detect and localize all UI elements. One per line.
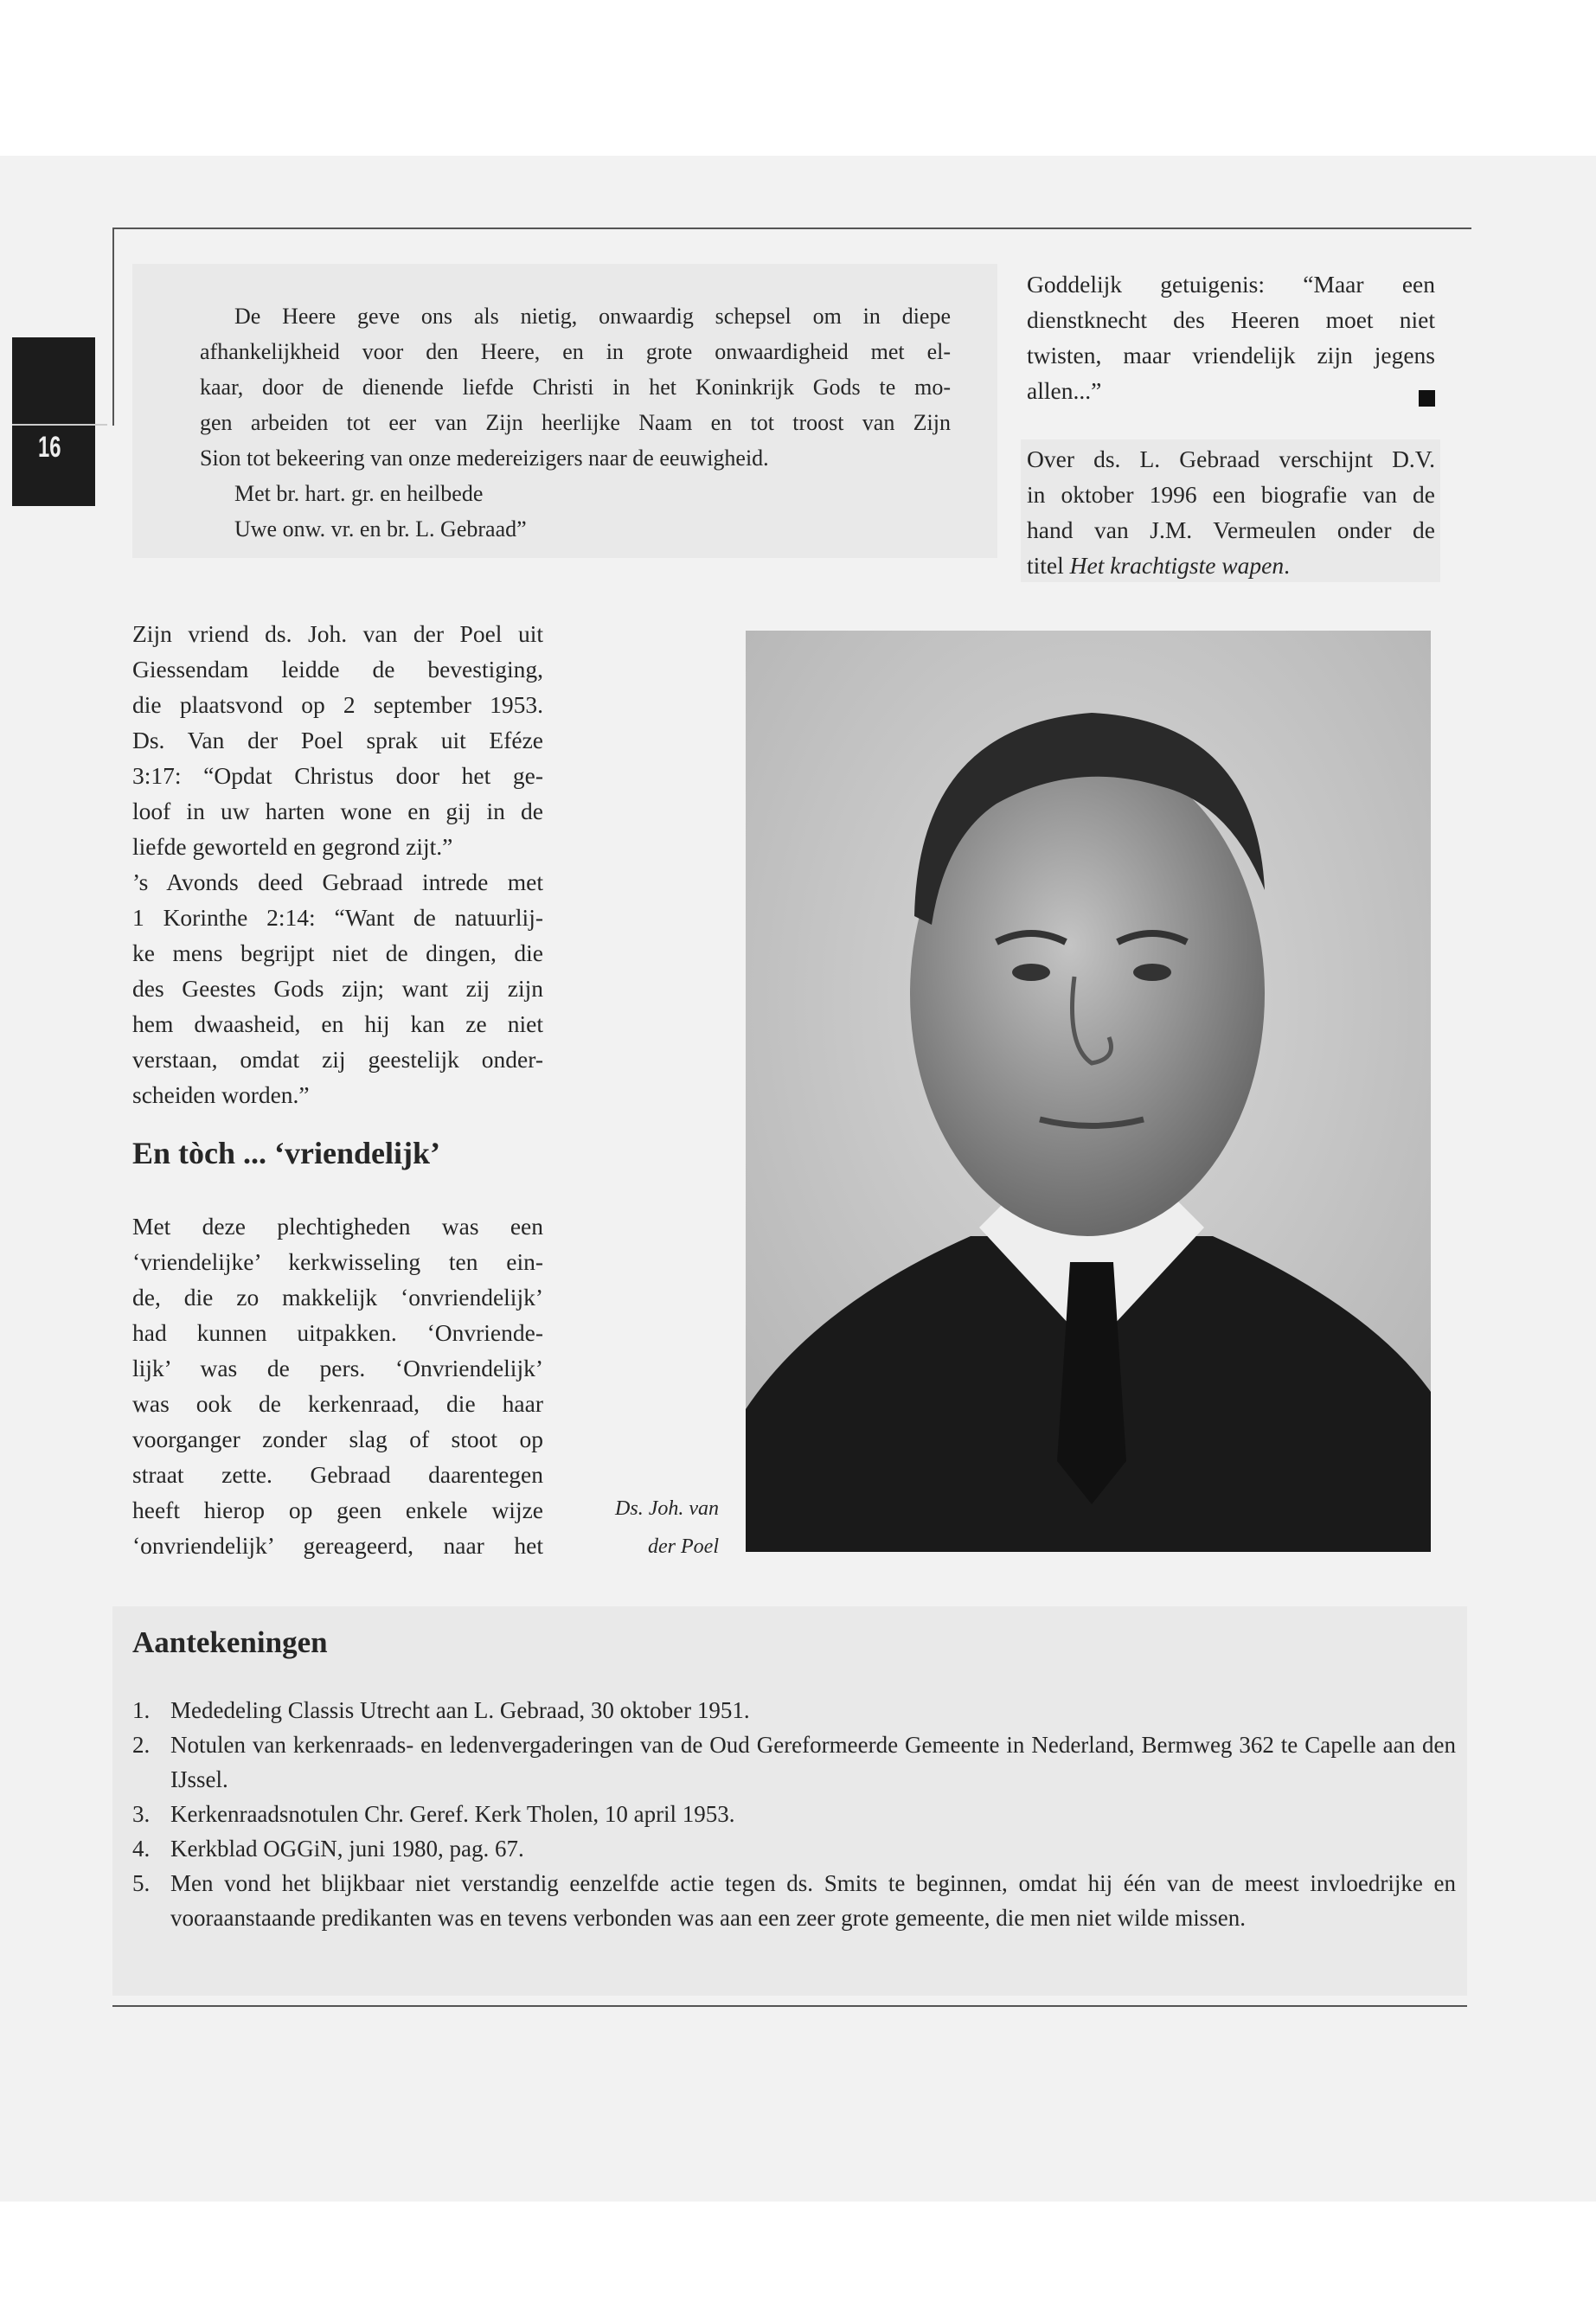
text-line: twisten, maar vriendelijk zijn jegens	[1027, 342, 1435, 369]
note-number: 2.	[132, 1732, 151, 1758]
note-text: Kerkenraadsnotulen Chr. Geref. Kerk Tholen, 10 april 1953.	[170, 1801, 735, 1827]
end-mark-square	[1419, 390, 1435, 407]
text-line: had kunnen uitpakken. ‘Onvriende-	[132, 1319, 543, 1346]
announcement-line: in oktober 1996 een biografie van de	[1027, 481, 1435, 508]
caption-line: der Poel	[648, 1535, 719, 1558]
text-line: kaar, door de dienende liefde Christi in het Koninkrijk Gods te mo-	[200, 375, 951, 400]
note-text: Men vond het blijkbaar niet verstandig eenzelfde actie tegen ds. Smits te beginnen, omdat hij één van de meest invloedrijke en vooraanstaande predikanten was en tevens verbonden was aan een zeer grote gemeente, die men niet wilde missen.	[170, 1870, 1456, 1931]
note-number: 5.	[132, 1870, 151, 1896]
text-line: afhankelijkheid voor den Heere, en in grote onwaardigheid met el-	[200, 339, 951, 364]
notes-heading: Aantekeningen	[132, 1625, 328, 1659]
notes-list	[132, 1693, 1456, 1935]
text-line: de, die zo makkelijk ‘onvriendelijk’	[132, 1284, 543, 1311]
text-line: lijk’ was de pers. ‘Onvriendelijk’	[132, 1355, 543, 1381]
note-item	[132, 1727, 1456, 1797]
text-line: scheiden worden.”	[132, 1081, 310, 1108]
notes-section	[112, 1606, 1467, 1996]
section-heading: En tòch ... ‘vriendelijk’	[132, 1136, 440, 1170]
text-line: ke mens begrijpt niet de dingen, die	[132, 939, 543, 966]
announcement-prefix: titel	[1027, 552, 1070, 579]
text-line: 3:17: “Opdat Christus door het ge-	[132, 762, 543, 789]
text-line: ’s Avonds deed Gebraad intrede met	[132, 868, 543, 895]
text-line: allen...”	[1027, 377, 1102, 404]
text-line: Uwe onw. vr. en br. L. Gebraad”	[234, 516, 527, 542]
announcement-suffix: .	[1284, 552, 1290, 579]
portrait-photo	[746, 631, 1431, 1552]
text-line: heeft hierop op geen enkele wijze	[132, 1497, 543, 1523]
text-line: Zijn vriend ds. Joh. van der Poel uit	[132, 620, 543, 647]
caption-line: Ds. Joh. van	[615, 1497, 719, 1520]
note-number: 3.	[132, 1801, 151, 1827]
text-line: Met br. hart. gr. en heilbede	[234, 481, 484, 506]
text-line: straat zette. Gebraad daarentegen	[132, 1461, 543, 1488]
text-line: dienstknecht des Heeren moet niet	[1027, 306, 1435, 333]
text-line: loof in uw harten wone en gij in de	[132, 798, 543, 824]
note-item	[132, 1797, 1456, 1831]
text-line: Giessendam leidde de bevestiging,	[132, 656, 543, 683]
text-line: liefde geworteld en gegrond zijt.”	[132, 833, 453, 860]
text-line: ‘vriendelijke’ kerkwisseling ten ein-	[132, 1248, 543, 1275]
tab-divider	[12, 424, 107, 426]
text-line: was ook de kerkenraad, die haar	[132, 1390, 543, 1417]
note-item	[132, 1866, 1456, 1935]
text-line: des Geestes Gods zijn; want zij zijn	[132, 975, 543, 1002]
portrait-image	[746, 631, 1431, 1552]
text-line: 1 Korinthe 2:14: “Want de natuurlij-	[132, 904, 543, 931]
note-text: Mededeling Classis Utrecht aan L. Gebraad, 30 oktober 1951.	[170, 1697, 750, 1723]
note-text: Notulen van kerkenraads- en ledenvergaderingen van de Oud Gereformeerde Gemeente in Nederland, Bermweg 362 te Capelle aan den IJssel.	[170, 1732, 1456, 1792]
body-column-text-2	[132, 1208, 543, 1563]
announcement-line: Over ds. L. Gebraad verschijnt D.V.	[1027, 445, 1435, 472]
note-text: Kerkblad OGGiN, juni 1980, pag. 67.	[170, 1836, 524, 1862]
photo-caption	[554, 1490, 719, 1566]
text-line: Goddelijk getuigenis: “Maar een	[1027, 271, 1435, 298]
text-line: hem dwaasheid, en hij kan ze niet	[132, 1010, 543, 1037]
page-number: 16	[38, 431, 61, 464]
book-title: Het krachtigste wapen	[1069, 552, 1285, 579]
text-line: Ds. Van der Poel sprak uit Eféze	[132, 727, 543, 753]
announcement-line	[1027, 548, 1435, 583]
note-item	[132, 1693, 1456, 1727]
text-line: Sion tot bekeering van onze medereizigers naar de eeuwigheid.	[200, 445, 769, 471]
text-line: Met deze plechtigheden was een	[132, 1213, 543, 1240]
bottom-rule	[112, 2005, 1467, 2007]
letter-quote	[200, 298, 951, 547]
text-line: voorganger zonder slag of stoot op	[132, 1426, 543, 1452]
biography-announcement	[1027, 441, 1435, 583]
body-column-text	[132, 616, 543, 1112]
note-number: 4.	[132, 1836, 151, 1862]
left-vertical-rule	[112, 228, 114, 426]
text-line: gen arbeiden tot eer van Zijn heerlijke Naam en tot troost van Zijn	[200, 410, 951, 435]
text-line: De Heere geve ons als nietig, onwaardig schepsel om in diepe	[234, 304, 951, 329]
announcement-line: hand van J.M. Vermeulen onder de	[1027, 516, 1435, 543]
note-item	[132, 1831, 1456, 1866]
page-number-tab	[12, 337, 95, 506]
text-line: verstaan, omdat zij geestelijk onder-	[132, 1046, 543, 1073]
top-rule	[112, 228, 1471, 229]
bible-quote-text	[1027, 266, 1435, 408]
text-line: ‘onvriendelijk’ gereageerd, naar het	[132, 1532, 543, 1559]
text-line: die plaatsvond op 2 september 1953.	[132, 691, 543, 718]
note-number: 1.	[132, 1697, 151, 1723]
